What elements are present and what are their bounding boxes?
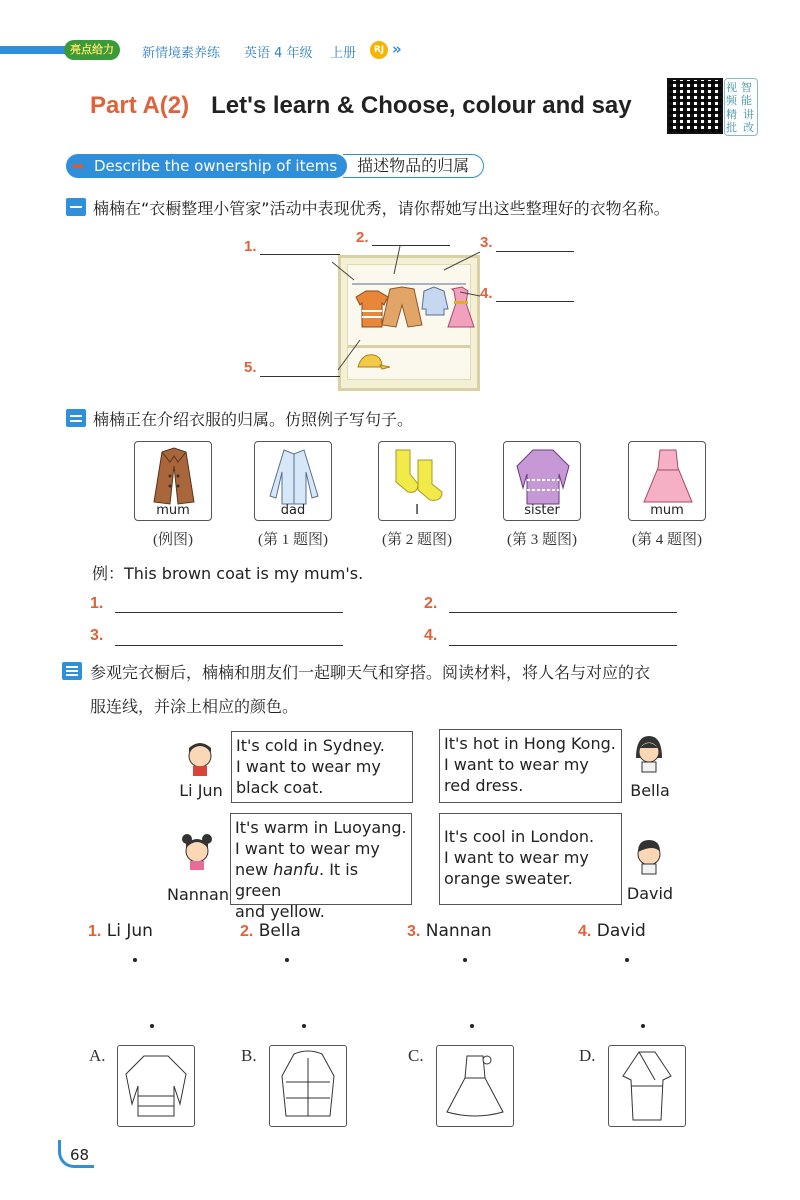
card-label: dad: [280, 503, 306, 518]
edition-badge: RJ: [370, 41, 388, 59]
option-letter: C.: [408, 1046, 424, 1065]
match-number: 4.: [578, 923, 592, 940]
answer-line[interactable]: [115, 645, 343, 646]
speech-bubble-bella: [439, 729, 622, 803]
objective-en: Describe the ownership of items: [94, 157, 338, 175]
blank-label-1: 1.: [244, 238, 257, 255]
objective-cn: 描述物品的归属: [343, 154, 484, 178]
option-c[interactable]: [436, 1045, 514, 1127]
section-1-marker: [66, 198, 86, 216]
answer-line[interactable]: [449, 612, 677, 613]
boy-avatar-icon: [183, 738, 217, 778]
hanfu-outline-icon: [609, 1046, 685, 1126]
match-person-4: [578, 921, 646, 941]
speech-bubble-nannan: [230, 813, 412, 921]
speech-line: red dress.: [444, 776, 524, 795]
match-dot-bottom[interactable]: [302, 1024, 306, 1028]
qr-side-col: 精批: [726, 108, 737, 134]
card-label: sister: [524, 503, 560, 518]
section-3-instruction-line1: 参观完衣橱后，楠楠和朋友们一起聊天气和穿搭。阅读材料，将人名与对应的衣: [90, 663, 651, 682]
qr-side-label-2: [726, 108, 758, 134]
match-person-2: [240, 921, 301, 941]
person-name: Li Jun: [179, 781, 223, 800]
match-number: 3.: [407, 923, 421, 940]
qr-side-col: 智能: [741, 81, 752, 107]
learning-objective: [66, 153, 484, 179]
socks-icon: [388, 446, 448, 506]
option-d[interactable]: [608, 1045, 686, 1127]
answer-line-4[interactable]: [496, 301, 574, 302]
card-caption: (第 4 题图): [632, 532, 702, 548]
blank-label-2: 2.: [356, 229, 369, 246]
speech-line: I want to wear my: [444, 755, 589, 774]
answer-number: 1.: [90, 595, 104, 612]
match-person-3: [407, 921, 492, 941]
speech-line: black coat.: [236, 778, 324, 797]
picture-card: [254, 441, 332, 521]
match-person-1: [88, 921, 153, 941]
answer-number: 4.: [424, 627, 438, 644]
person-name: Nannan: [167, 885, 229, 904]
match-number: 2.: [240, 923, 254, 940]
card-label: mum: [650, 503, 684, 518]
page-title: [90, 92, 632, 120]
person-name: David: [626, 884, 674, 903]
speech-line: I want to wear my: [236, 757, 381, 776]
match-dot-top[interactable]: [285, 958, 289, 962]
girl-avatar-icon: [632, 734, 666, 774]
section-3-instruction-line2: 服连线，并涂上相应的颜色。: [90, 697, 299, 716]
blank-label-3: 3.: [480, 234, 493, 251]
card-label: mum: [156, 503, 190, 518]
match-dot-top[interactable]: [625, 958, 629, 962]
picture-card: [378, 441, 456, 521]
match-name: Li Jun: [106, 921, 153, 941]
volume: 上册: [330, 46, 357, 61]
picture-card: [134, 441, 212, 521]
speech-line: and yellow.: [235, 902, 325, 921]
shirt-icon: [264, 446, 324, 506]
sweater-outline-icon: [118, 1046, 194, 1126]
example-prefix: 例：: [92, 564, 125, 583]
speech-fragment: . It is green: [235, 860, 359, 900]
match-dot-top[interactable]: [463, 958, 467, 962]
example-text: This brown coat is my mum's.: [124, 564, 364, 583]
blank-label-4: 4.: [480, 285, 493, 302]
boy2-avatar-icon: [632, 836, 666, 876]
speech-line: I want to wear my: [444, 848, 589, 867]
card-caption: (第 3 题图): [507, 532, 577, 548]
option-b[interactable]: [269, 1045, 347, 1127]
blank-label-5: 5.: [244, 359, 257, 376]
answer-number: 3.: [90, 627, 104, 644]
match-name: Nannan: [425, 921, 492, 941]
card-caption: (例图): [153, 532, 193, 548]
option-letter: D.: [579, 1046, 596, 1065]
option-letter: A.: [89, 1046, 106, 1065]
section-3-marker: [62, 662, 82, 680]
speech-line: [235, 859, 407, 901]
series-logo: 亮点给力: [64, 40, 120, 60]
speech-line: It's cold in Sydney.: [236, 736, 385, 755]
match-name: David: [596, 921, 646, 941]
picture-card: [628, 441, 706, 521]
title-text: Let's learn & Choose, colour and say: [211, 92, 632, 119]
hanfu-word: hanfu: [273, 860, 320, 879]
speech-fragment: new: [235, 860, 274, 879]
section-1-instruction: 楠楠在“衣橱整理小管家”活动中表现优秀，请你帮她写出这些整理好的衣物名称。: [93, 199, 670, 218]
coat-outline-icon: [270, 1046, 346, 1126]
match-name: Bella: [258, 921, 301, 941]
speech-line: It's warm in Luoyang.: [235, 818, 407, 837]
leader-lines: [320, 240, 490, 380]
speech-line: I want to wear my: [235, 839, 380, 858]
coat-icon: [144, 446, 204, 506]
double-chevron-right-icon: »: [392, 40, 402, 58]
section-2-marker: [66, 409, 86, 427]
example-sentence: [92, 561, 363, 584]
answer-line[interactable]: [115, 612, 343, 613]
arrow-icon: ➥: [72, 157, 85, 175]
person-name: Bella: [630, 781, 670, 800]
header-band: [0, 40, 420, 60]
qr-side-col: 视频: [726, 81, 737, 107]
match-dot-bottom[interactable]: [150, 1024, 154, 1028]
card-caption: (第 1 题图): [258, 532, 328, 548]
section-2-instruction: 楠楠正在介绍衣服的归属。仿照例子写句子。: [93, 410, 414, 429]
dress-icon: [638, 446, 698, 506]
series-name: 新情境素养练: [142, 46, 221, 61]
sweater-icon: [513, 446, 573, 506]
qr-side-col: 讲改: [743, 108, 754, 134]
answer-line-3[interactable]: [496, 251, 574, 252]
picture-card: [503, 441, 581, 521]
match-dot-top[interactable]: [133, 958, 137, 962]
card-label: I: [415, 503, 419, 518]
dress-outline-icon: [437, 1046, 513, 1126]
qr-code-icon[interactable]: [667, 78, 723, 134]
match-number: 1.: [88, 923, 102, 940]
match-dot-bottom[interactable]: [641, 1024, 645, 1028]
answer-number: 2.: [424, 595, 438, 612]
objective-en-pill: [66, 154, 347, 178]
header-bar: [0, 46, 70, 54]
part-label: Part A(2): [90, 92, 190, 119]
speech-line: It's cool in London.: [444, 827, 595, 846]
page-number-text: 68: [70, 1146, 90, 1164]
speech-line: It's hot in Hong Kong.: [444, 734, 616, 753]
answer-line[interactable]: [449, 645, 677, 646]
page-number: [58, 1140, 94, 1168]
speech-bubble-li-jun: [231, 731, 413, 803]
card-caption: (第 2 题图): [382, 532, 452, 548]
girl-buns-avatar-icon: [180, 832, 214, 872]
match-dot-bottom[interactable]: [470, 1024, 474, 1028]
option-a[interactable]: [117, 1045, 195, 1127]
speech-bubble-david: [439, 813, 622, 905]
subject-grade: 英语 4 年级: [244, 46, 313, 61]
option-letter: B.: [241, 1046, 257, 1065]
speech-line: orange sweater.: [444, 869, 573, 888]
